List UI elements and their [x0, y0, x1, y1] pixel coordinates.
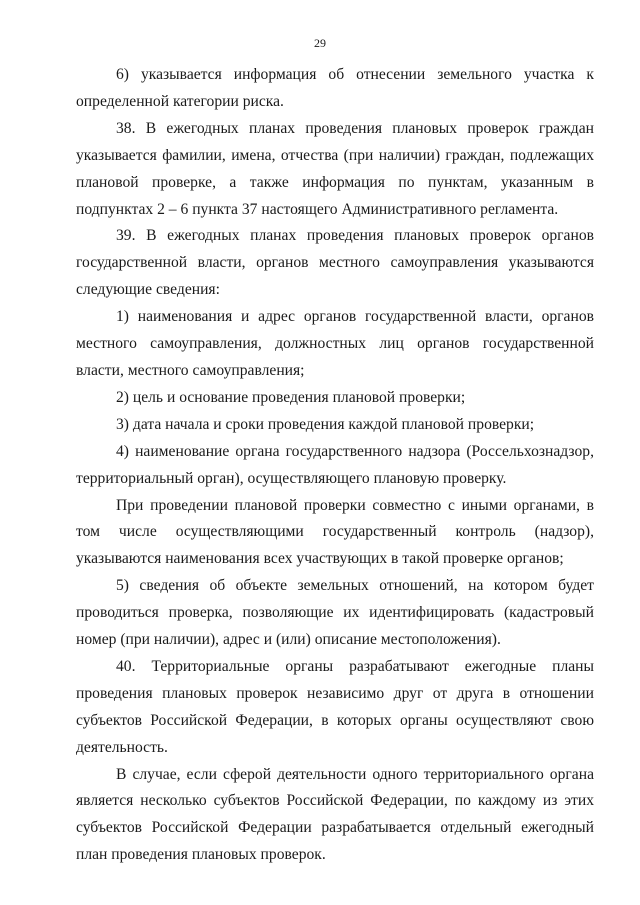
document-body — [76, 62, 594, 869]
page-number: 29 — [314, 36, 326, 50]
paragraph-39: 39. В ежегодных планах проведения плановых проверок органов государственной власти, органов местного самоуправления указываются следующие сведения: — [76, 227, 594, 299]
paragraph-39-item-1: 1) наименования и адрес органов государственной власти, органов местного самоуправления, должностных лиц органов государственной власти, местного самоуправления; — [76, 308, 594, 379]
paragraph-39-item-2: 2) цель и основание проведения плановой проверки; — [116, 388, 466, 406]
paragraph-40: 40. Территориальные органы разрабатывают ежегодные планы проведения плановых проверок независимо друг от друга в отношении субъектов Российской Федерации, в которых органы осуществляют свою деятельность. — [76, 657, 594, 756]
paragraph-39-item-3: 3) дата начала и сроки проведения каждой плановой проверки; — [116, 415, 535, 433]
paragraph-multiple-subjects: В случае, если сферой деятельности одного территориального органа является несколько субъектов Российской Федерации, по каждому из этих субъектов Российской Федерации разрабатывается отдельный ежегодный план проведения плановых проверок. — [76, 765, 594, 864]
paragraph-39-item-4: 4) наименование органа государственного надзора (Россельхознадзор, территориальный орган), осуществляющего плановую проверку. — [76, 442, 594, 487]
paragraph-39-item-5: 5) сведения об объекте земельных отношений, на котором будет проводиться проверка, позволяющие их идентифицировать (кадастровый номер (при наличии), адрес и (или) описание местоположения). — [76, 577, 594, 649]
paragraph-joint-inspection: При проведении плановой проверки совместно с иными органами, в том числе осуществляющими государственный контроль (надзор), указываются наименования всех участвующих в такой проверке органов; — [76, 496, 594, 568]
paragraph-item-6: 6) указывается информация об отнесении земельного участка к определенной категории риска. — [76, 66, 594, 110]
paragraph-38: 38. В ежегодных планах проведения плановых проверок граждан указывается фамилии, имена, отчества (при наличии) граждан, подлежащих плановой проверке, а также информация по пунктам, указанным в подпунктах 2 – 6 пункта 37 настоящего Административного регламента. — [76, 119, 594, 218]
